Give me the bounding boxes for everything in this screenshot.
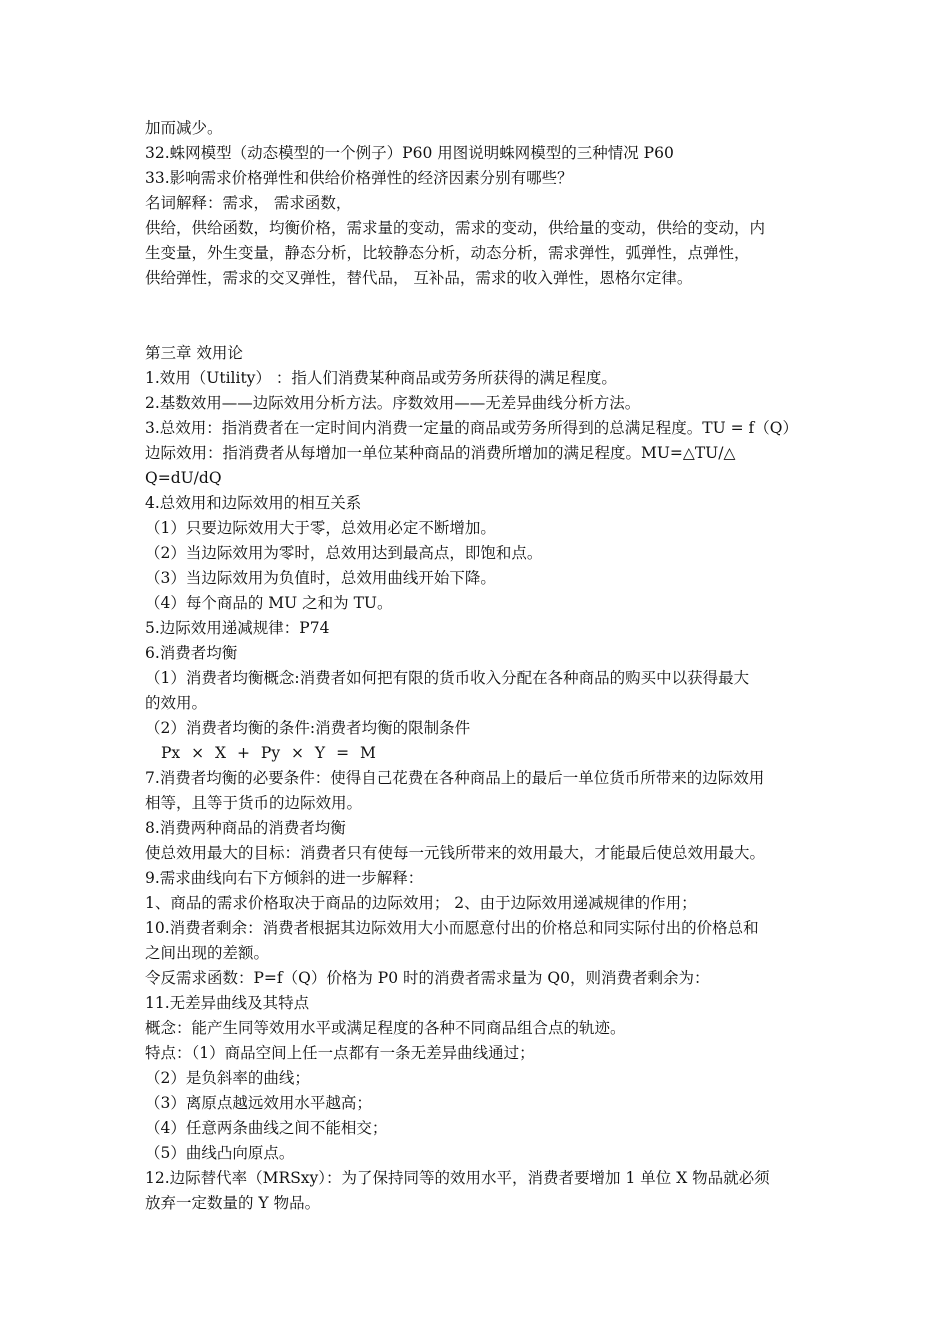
chapter-heading: 第三章 效用论 bbox=[145, 344, 243, 362]
text-line: 10.消费者剩余：消费者根据其边际效用大小而愿意付出的价格总和同实际付出的价格总和 bbox=[145, 919, 759, 937]
text-line: 生变量，外生变量，静态分析，比较静态分析，动态分析，需求弹性，弧弹性，点弹性， bbox=[145, 244, 750, 262]
text-line: Q=dU/dQ bbox=[145, 469, 222, 487]
equation-line: Px × X + Py × Y = M bbox=[161, 744, 376, 762]
text-line: 供给弹性，需求的交叉弹性，替代品， 互补品，需求的收入弹性，恩格尔定律。 bbox=[145, 269, 693, 287]
text-line: 相等，且等于货币的边际效用。 bbox=[145, 794, 363, 812]
text-line: 特点：（1）商品空间上任一点都有一条无差异曲线通过； bbox=[145, 1044, 535, 1062]
text-line: 使总效用最大的目标：消费者只有使每一元钱所带来的效用最大，才能最后使总效用最大。 bbox=[145, 844, 766, 862]
text-line: 的效用。 bbox=[145, 694, 208, 712]
text-line: 放弃一定数量的 Y 物品。 bbox=[145, 1194, 321, 1212]
text-line: （1）消费者均衡概念:消费者如何把有限的货币收入分配在各种商品的购买中以获得最大 bbox=[145, 669, 750, 687]
text-line: 4.总效用和边际效用的相互关系 bbox=[145, 494, 362, 512]
text-line: （3）当边际效用为负值时，总效用曲线开始下降。 bbox=[145, 569, 496, 587]
text-line: （2）当边际效用为零时，总效用达到最高点，即饱和点。 bbox=[145, 544, 543, 562]
text-line: 8.消费两种商品的消费者均衡 bbox=[145, 819, 346, 837]
text-line: 之间出现的差额。 bbox=[145, 944, 270, 962]
text-line: （4）每个商品的 MU 之和为 TU。 bbox=[145, 594, 393, 612]
text-line: （3）离原点越远效用水平越高； bbox=[145, 1094, 372, 1112]
text-line: 33.影响需求价格弹性和供给价格弹性的经济因素分别有哪些？ bbox=[145, 169, 573, 187]
text-line: 加而减少。 bbox=[145, 119, 223, 137]
text-line: 11.无差异曲线及其特点 bbox=[145, 994, 310, 1012]
text-line: 1、商品的需求价格取决于商品的边际效用； 2、由于边际效用递减规律的作用； bbox=[145, 894, 697, 912]
text-line: （1）只要边际效用大于零，总效用必定不断增加。 bbox=[145, 519, 496, 537]
text-line: 供给，供给函数，均衡价格，需求量的变动，需求的变动，供给量的变动，供给的变动，内 bbox=[145, 219, 766, 237]
text-line: （2）消费者均衡的条件:消费者均衡的限制条件 bbox=[145, 719, 471, 737]
text-line: 9.需求曲线向右下方倾斜的进一步解释： bbox=[145, 869, 424, 887]
text-line: 边际效用：指消费者从每增加一单位某种商品的消费所增加的满足程度。MU=△TU/△ bbox=[145, 444, 736, 462]
text-line: 6.消费者均衡 bbox=[145, 644, 238, 662]
text-line: 32.蛛网模型（动态模型的一个例子）P60 用图说明蛛网模型的三种情况 P60 bbox=[145, 144, 674, 162]
text-line: （2）是负斜率的曲线； bbox=[145, 1069, 310, 1087]
text-line: 5.边际效用递减规律：P74 bbox=[145, 619, 330, 637]
text-line: 概念：能产生同等效用水平或满足程度的各种不同商品组合点的轨迹。 bbox=[145, 1019, 626, 1037]
text-line: 令反需求函数：P=f（Q）价格为 P0 时的消费者需求量为 Q0，则消费者剩余为： bbox=[145, 969, 710, 987]
text-line: （5）曲线凸向原点。 bbox=[145, 1144, 295, 1162]
text-line: 名词解释：需求， 需求函数， bbox=[145, 194, 352, 212]
text-line: 3.总效用：指消费者在一定时间内消费一定量的商品或劳务所得到的总满足程度。TU = f（Q） bbox=[145, 419, 798, 437]
text-line: 1.效用（Utility） ：指人们消费某种商品或劳务所获得的满足程度。 bbox=[145, 369, 617, 387]
text-line: （4）任意两条曲线之间不能相交； bbox=[145, 1119, 388, 1137]
text-line: 7.消费者均衡的必要条件：使得自己花费在各种商品上的最后一单位货币所带来的边际效用 bbox=[145, 769, 765, 787]
text-line: 2.基数效用——边际效用分析方法。序数效用——无差异曲线分析方法。 bbox=[145, 394, 641, 412]
text-line: 12.边际替代率（MRSxy）：为了保持同等的效用水平，消费者要增加 1 单位 X 物品就必须 bbox=[145, 1169, 770, 1187]
